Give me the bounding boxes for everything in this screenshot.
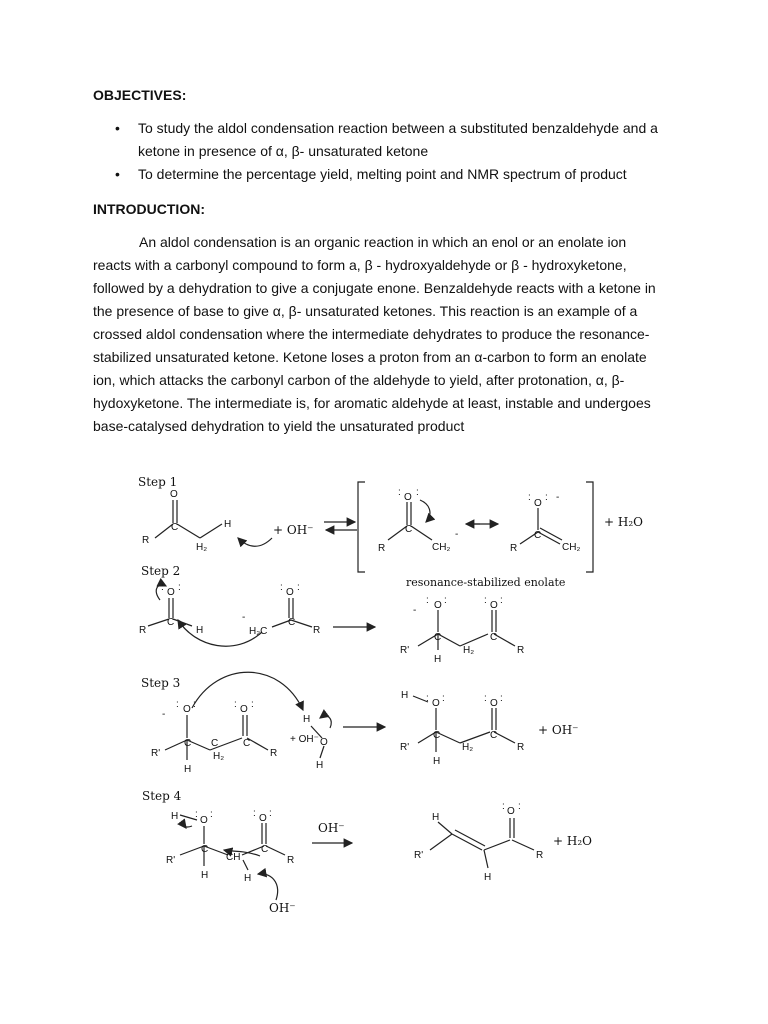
atom-label: O	[404, 492, 412, 503]
atom-label: R	[536, 850, 544, 861]
atom-label: H	[484, 872, 492, 883]
atom-label: :	[234, 699, 237, 710]
atom-label: :	[253, 808, 256, 819]
atom-label: O	[434, 600, 442, 611]
atom-label: :	[193, 699, 196, 710]
atom-label: :	[426, 595, 429, 606]
atom-label: C	[288, 617, 296, 628]
atom-label: H	[196, 625, 204, 636]
atom-label: :	[210, 809, 213, 820]
atom-label: CH₂	[562, 542, 581, 553]
atom-label: O	[286, 587, 294, 598]
step-4-label: Step 4	[142, 789, 182, 803]
atom-label: O	[170, 489, 178, 500]
atom-label: C	[201, 844, 209, 855]
atom-label: :	[484, 595, 487, 606]
atom-label: :	[178, 582, 181, 593]
atom-label: :	[500, 693, 503, 704]
atom-label: C	[405, 524, 413, 535]
atom-label: :	[500, 595, 503, 606]
atom-label: C	[243, 738, 251, 749]
introduction-heading: INTRODUCTION:	[93, 201, 205, 217]
atom-label: :	[442, 693, 445, 704]
atom-label: O	[490, 600, 498, 611]
atom-label: :	[269, 808, 272, 819]
atom-label: + H₂O	[553, 834, 592, 848]
atom-label: H	[244, 873, 252, 884]
list-item: • To study the aldol condensation reaction between a substituted benzaldehyde and a ketone in presence of α, β- unsaturated ketone	[93, 117, 693, 163]
atom-label: R	[287, 855, 295, 866]
atom-label: H₂C	[249, 626, 268, 637]
atom-label: H	[432, 812, 440, 823]
atom-label: -	[556, 492, 560, 503]
aldol-mechanism-scheme	[0, 450, 768, 930]
atom-label: R	[510, 543, 518, 554]
bullet-icon: •	[115, 166, 120, 182]
objectives-list	[93, 117, 693, 186]
bullet-icon: •	[115, 120, 120, 136]
step-3-label: Step 3	[141, 676, 181, 690]
atom-label: H	[434, 654, 442, 665]
atom-label: C	[490, 632, 498, 643]
atom-label: R	[313, 625, 321, 636]
atom-label: C	[433, 730, 441, 741]
atom-label: R	[270, 748, 278, 759]
atom-label: H	[303, 714, 311, 725]
step-1-label: Step 1	[138, 475, 178, 489]
atom-label: C	[211, 738, 219, 749]
atom-label: :	[502, 801, 505, 812]
atom-label: H	[184, 764, 192, 775]
atom-label: O	[183, 704, 191, 715]
atom-label: + OH⁻	[290, 734, 319, 745]
atom-label: :	[398, 487, 401, 498]
atom-label: :	[195, 809, 198, 820]
atom-label: H	[316, 760, 324, 771]
atom-label: H₂	[463, 645, 475, 656]
atom-label: R	[517, 742, 525, 753]
atom-label: H₂	[196, 542, 208, 553]
atom-label: CH	[226, 852, 241, 863]
atom-label: R'	[400, 645, 410, 656]
atom-label: H	[171, 811, 179, 822]
atom-label: R'	[400, 742, 410, 753]
atom-label: R	[517, 645, 525, 656]
atom-label: -	[413, 605, 417, 616]
atom-label: :	[484, 693, 487, 704]
atom-label: C	[171, 522, 179, 533]
atom-label: :	[176, 699, 179, 710]
atom-label: R'	[414, 850, 424, 861]
step-2-label: Step 2	[141, 564, 181, 578]
atom-label: :	[444, 595, 447, 606]
objectives-heading: OBJECTIVES:	[93, 87, 187, 103]
atom-label: H₂	[213, 751, 225, 762]
atom-label: :	[297, 582, 300, 593]
atom-label: R	[378, 543, 386, 554]
enolate-caption: resonance-stabilized enolate	[406, 576, 566, 589]
atom-label: C	[167, 617, 175, 628]
atom-label: C	[534, 530, 542, 541]
introduction-paragraph: An aldol condensation is an organic reaction in which an enol or an enolate ion reacts with a carbonyl compound to form a, β - hydroxyaldehyde or β - hydroxyketone, followed by a dehydration to give a conjugate enone. Benzaldehyde reacts with a ketone in the presence of base to give α, β- unsaturated ketones. This reaction is an example of a crossed aldol condensation where the intermediate dehydrates to produce the resonance- stabilized unsaturated ketone. Ketone loses a proton from an α-carbon to form an enolate ion, which attacks the carbonyl carbon of the aldehyde to yield, after protonation, α, β- hydoxyketone. The intermediate is, for aromatic aldehyde at least, instable and undergoes base-catalysed dehydration to yield the unsaturated product	[93, 234, 656, 434]
atom-label: :	[518, 801, 521, 812]
atom-label: R'	[151, 748, 161, 759]
atom-label: R	[142, 535, 150, 546]
atom-label: :	[426, 693, 429, 704]
atom-label: C	[434, 632, 442, 643]
atom-label: -	[242, 612, 246, 623]
atom-label: O	[534, 498, 542, 509]
atom-label: CH₂	[432, 542, 451, 553]
atom-label: O	[259, 813, 267, 824]
atom-label: :	[280, 582, 283, 593]
atom-label: -	[455, 529, 459, 540]
atom-label: O	[167, 587, 175, 598]
atom-label: :	[251, 699, 254, 710]
atom-label: OH⁻	[318, 821, 345, 835]
atom-label: O	[490, 698, 498, 709]
atom-label: OH⁻	[269, 901, 296, 915]
atom-label: H	[224, 519, 232, 530]
atom-label: :	[528, 492, 531, 503]
atom-label: O	[507, 806, 515, 817]
atom-label: H	[201, 870, 209, 881]
atom-label: C	[261, 844, 269, 855]
atom-label: H	[401, 690, 409, 701]
atom-label: R	[139, 625, 147, 636]
atom-label: :	[161, 582, 164, 593]
atom-label: + H₂O	[604, 515, 643, 529]
atom-label: -	[162, 709, 166, 720]
list-item: • To determine the percentage yield, melting point and NMR spectrum of product	[93, 163, 693, 186]
atom-label: R'	[166, 855, 176, 866]
atom-label: C	[184, 738, 192, 749]
atom-label: O	[320, 737, 328, 748]
atom-label: H	[433, 756, 441, 767]
atom-label: :	[416, 487, 419, 498]
atom-label: C	[490, 730, 498, 741]
atom-label: O	[432, 698, 440, 709]
atom-label: O	[240, 704, 248, 715]
atom-label: H₂	[462, 742, 474, 753]
atom-label: + OH⁻	[538, 723, 579, 737]
atom-label: O	[200, 815, 208, 826]
atom-label: + OH⁻	[273, 523, 314, 537]
atom-label: :	[545, 492, 548, 503]
